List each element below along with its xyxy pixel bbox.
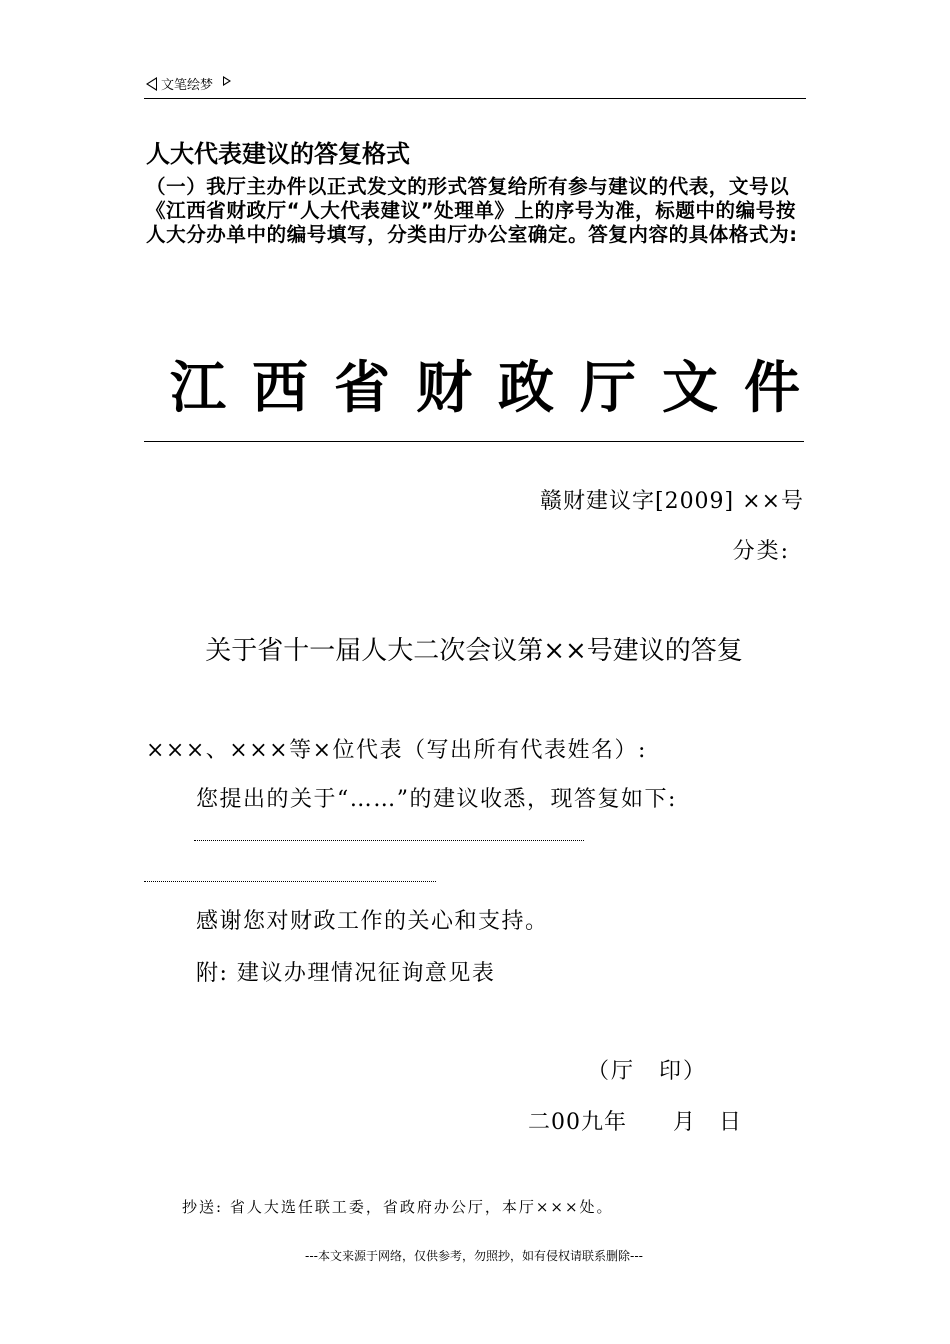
document-number: 赣财建议字[2009] ××号: [539, 489, 804, 514]
guide-intro: （一）我厅主办件以正式发文的形式答复给所有参与建议的代表，文号以《江西省财政厅“人大代表建议”处理单》上的序号为准，标题中的编号按人大分办单中的编号填写，分类由厅办公室确定。答复内容的具体格式为:: [146, 175, 798, 246]
seal-placeholder: （厅 印）: [587, 1059, 708, 1084]
body-paragraph: 您提出的关于“……”的建议收悉，现答复如下:: [196, 787, 677, 812]
thanks-line: 感谢您对财政工作的关心和支持。: [196, 909, 549, 934]
fill-in-line: [194, 840, 584, 841]
cc-line: 抄送: 省人大选任联工委，省政府办公厅，本厅×××处。: [182, 1198, 614, 1216]
footer-note: ---本文来源于网络，仅供参考，勿照抄，如有侵权请联系删除---: [305, 1249, 643, 1263]
triangle-left-icon: [146, 77, 157, 91]
document-title: 江西省财政厅文件: [170, 356, 826, 421]
fill-in-line: [144, 881, 436, 882]
attachment-line: 附: 建议办理情况征询意见表: [196, 961, 496, 986]
brand-name: 文笔绘梦: [161, 78, 214, 93]
document-date: 二00九年 月 日: [528, 1110, 742, 1135]
brand-header: [146, 74, 231, 93]
salutation: ×××、×××等×位代表（写出所有代表姓名）:: [146, 738, 647, 763]
triangle-right-icon: [223, 76, 231, 86]
reply-title: 关于省十一届人大二次会议第××号建议的答复: [205, 636, 743, 666]
header-divider: [144, 98, 806, 99]
title-divider: [144, 441, 804, 442]
guide-heading: 人大代表建议的答复格式: [146, 140, 410, 168]
document-category: 分类:: [732, 539, 790, 564]
